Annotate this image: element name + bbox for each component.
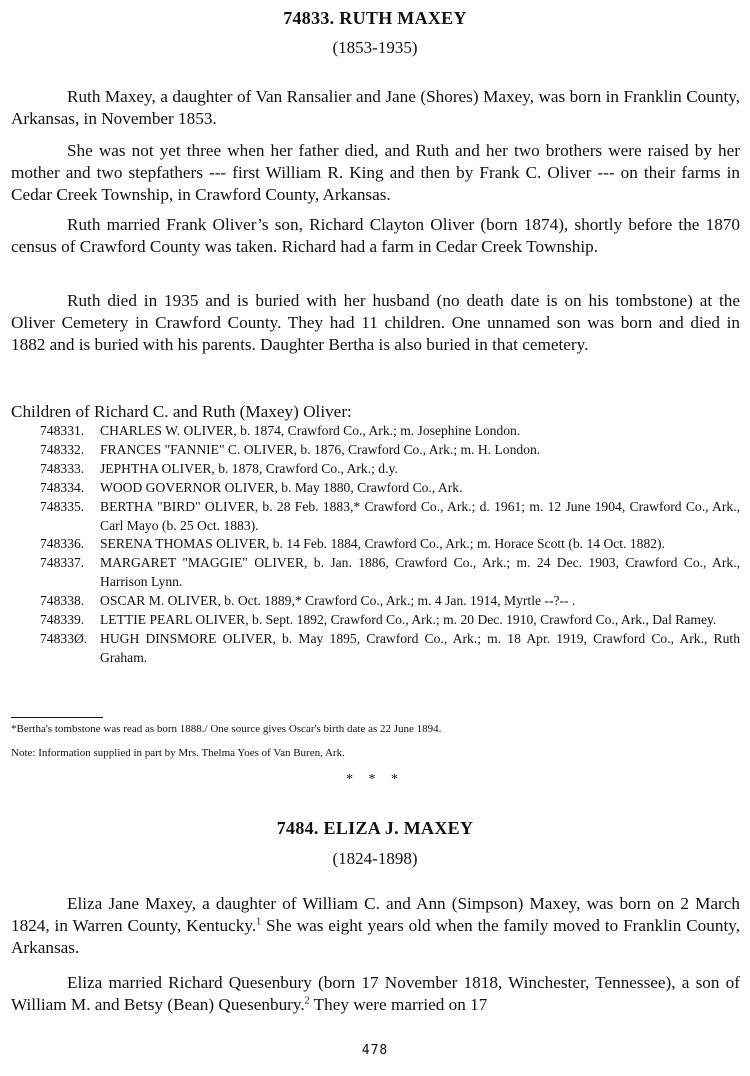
child-number: 748332.: [40, 441, 85, 457]
list-item: [40, 535, 740, 554]
child-number: 748336.: [40, 536, 85, 552]
paragraph: She was not yet three when her father died, and Ruth and her two brothers were raised by her mother and two stepfathers --- first William R. King and then by Frank C. Oliver --- on their farms in Cedar Creek Township, in Crawford County, Arkansas.: [11, 141, 740, 204]
list-item: [40, 460, 740, 479]
list-item: [40, 498, 740, 536]
paragraph-text: She was eight years old when the family moved to Franklin County, Arkansas.: [11, 916, 740, 957]
paragraph-text: They were married on 17: [309, 995, 488, 1014]
child-entry: FRANCES "FANNIE" C. OLIVER, b. 1876, Crawford Co., Ark.; m. H. London.: [100, 441, 541, 457]
section-separator: * * *: [346, 772, 404, 787]
paragraph: [11, 893, 740, 959]
footnote-ref: 2: [304, 995, 310, 1007]
child-number: 748337.: [40, 555, 85, 571]
list-item: [40, 441, 740, 460]
child-entry: MARGARET "MAGGIE" OLIVER, b. Jan. 1886, Crawford Co., Ark.; m. 24 Dec. 1903, Crawford Co., Ark., Harrison Lynn.: [100, 555, 740, 590]
section-dates: (1824-1898): [332, 849, 418, 868]
footnote: *Bertha's tombstone was read as born 1888./ One source gives Oscar's birth date as 22 June 1894.: [11, 723, 442, 735]
list-item: [40, 422, 740, 441]
page-number: 478: [361, 1043, 389, 1058]
child-entry: OSCAR M. OLIVER, b. Oct. 1889,* Crawford Co., Ark.; m. 4 Jan. 1914, Myrtle --?-- .: [100, 593, 576, 609]
paragraph-text: Eliza married Richard Quesenbury (born 17 November 1818, Winchester, Tennessee), a son of William M. and Betsy (Bean) Quesenbury.: [11, 973, 740, 1014]
child-entry: LETTIE PEARL OLIVER, b. Sept. 1892, Crawford Co., Ark.; m. 20 Dec. 1910, Crawford Co., Ark., Dal Ramey.: [100, 612, 717, 628]
child-entry: BERTHA "BIRD" OLIVER, b. 28 Feb. 1883,* Crawford Co., Ark.; d. 1961; m. 12 June 1904, Crawford Co., Ark., Carl Mayo (b. 25 Oct. 1883).: [100, 498, 740, 533]
child-entry: JEPHTHA OLIVER, b. 1878, Crawford Co., Ark.; d.y.: [100, 460, 398, 476]
footnote-rule: [11, 717, 103, 718]
children-list: [40, 422, 740, 668]
child-number: 748331.: [40, 423, 85, 438]
list-item: [40, 554, 740, 592]
children-heading: Children of Richard C. and Ruth (Maxey) Oliver:: [11, 402, 352, 421]
list-item: [40, 611, 740, 630]
child-number: 748338.: [40, 593, 85, 609]
child-number: 74833Ø.: [40, 630, 88, 646]
section-title: 74833. RUTH MAXEY: [283, 8, 467, 28]
child-entry: WOOD GOVERNOR OLIVER, b. May 1880, Crawford Co., Ark.: [100, 479, 463, 495]
child-number: 748333.: [40, 460, 85, 476]
paragraph: Ruth married Frank Oliver’s son, Richard Clayton Oliver (born 1874), shortly before the 1870 census of Crawford County was taken. Richard had a farm in Cedar Creek Township.: [11, 215, 740, 256]
child-number: 748334.: [40, 479, 85, 495]
footnote-ref: 1: [256, 916, 262, 928]
child-number: 748335.: [40, 498, 85, 514]
section-title: 7484. ELIZA J. MAXEY: [276, 818, 474, 838]
list-item: [40, 630, 740, 668]
paragraph: Ruth Maxey, a daughter of Van Ransalier and Jane (Shores) Maxey, was born in Franklin County, Arkansas, in November 1853.: [11, 87, 740, 128]
child-number: 748339.: [40, 612, 85, 628]
paragraph: [11, 972, 740, 1016]
list-item: [40, 479, 740, 498]
child-entry: SERENA THOMAS OLIVER, b. 14 Feb. 1884, Crawford Co., Ark.; m. Horace Scott (b. 14 Oct. 1882).: [100, 536, 665, 552]
paragraph: Ruth died in 1935 and is buried with her husband (no death date is on his tombstone) at the Oliver Cemetery in Crawford County. They had 11 children. One unnamed son was born and died in 1882 and is buried with his parents. Daughter Bertha is also buried in that cemetery.: [11, 291, 740, 354]
child-entry: CHARLES W. OLIVER, b. 1874, Crawford Co., Ark.; m. Josephine London.: [100, 423, 521, 438]
paragraph-text: Eliza Jane Maxey, a daughter of William C. and Ann (Simpson) Maxey, was born on 2 March 1824, in Warren County, Kentucky.: [11, 894, 740, 935]
source-note: Note: Information supplied in part by Mrs. Thelma Yoes of Van Buren, Ark.: [11, 747, 345, 759]
section-dates: (1853-1935): [332, 38, 418, 57]
list-item: [40, 592, 740, 611]
child-entry: HUGH DINSMORE OLIVER, b. May 1895, Crawford Co., Ark.; m. 18 Apr. 1919, Crawford Co., Ark., Ruth Graham.: [100, 630, 740, 665]
